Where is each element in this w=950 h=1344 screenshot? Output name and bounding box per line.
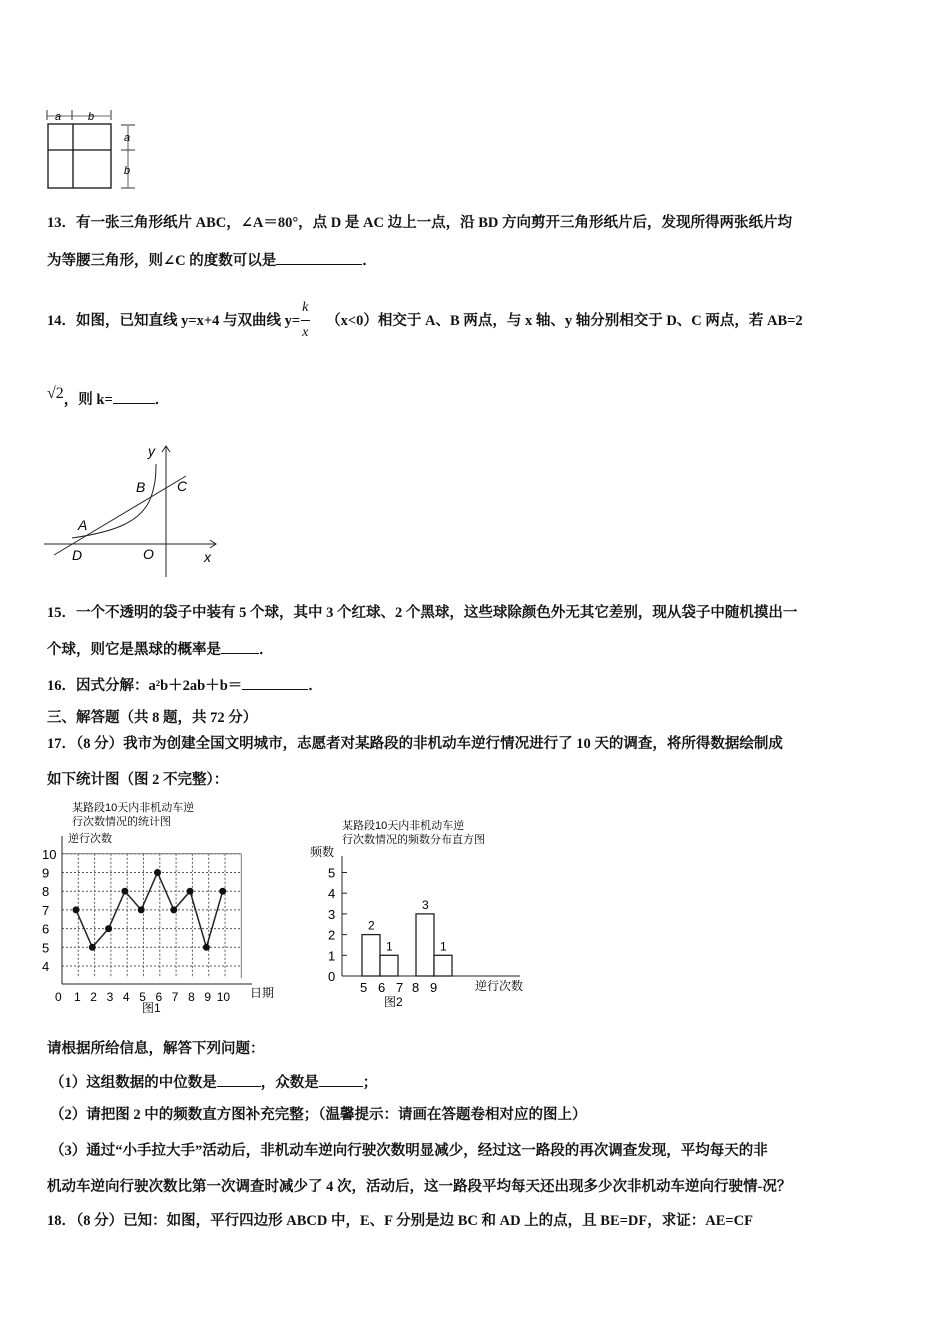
q16-answer-blank[interactable] (242, 677, 308, 690)
q14-post: （x<0）相交于 A、B 两点，与 x 轴、y 轴分别相交于 D、C 两点，若 AB=2 (326, 313, 803, 329)
q16-text: 16．因式分解：a²b＋2ab＋b＝ (47, 678, 243, 694)
q14-text: ，则 k= (63, 392, 113, 408)
data-point (219, 888, 226, 895)
data-point (121, 888, 128, 895)
sqrt-two: √2 (47, 385, 64, 402)
y-tick-label: 0 (328, 969, 336, 984)
x-tick-label: 5 (360, 980, 368, 995)
histogram-bar (416, 914, 434, 976)
label-b: B (136, 479, 146, 495)
data-point (203, 944, 210, 951)
q15-text: 个球，则它是黑球的概率是 (47, 642, 221, 658)
x-tick-label: 7 (171, 990, 179, 1004)
chart1-title-line2: 行次数情况的统计图 (72, 816, 171, 828)
x-tick-label: 6 (378, 980, 386, 995)
p1-text: （1）这组数据的中位数是 (50, 1075, 217, 1091)
fraction-numerator: k (302, 300, 309, 315)
chart1-caption: 图1 (142, 1001, 161, 1015)
q13-line1: 13．有一张三角形纸片 ABC，∠A＝80°，点 D 是 AC 边上一点，沿 BD 方向剪开三角形纸片后，发现所得两张纸片均 (47, 215, 792, 231)
histogram-fig2 (300, 798, 545, 1020)
y-tick-label: 5 (328, 865, 336, 881)
chart2-title-line2: 行次数情况的频数分布直方图 (342, 834, 485, 846)
q15-line2 (47, 638, 274, 659)
x-tick-label: 8 (188, 990, 195, 1004)
q17-part3-line2: 机动车逆向行驶次数比第一次调查时减少了 4 次，活动后，这一路段平均每天还出现多少次非机动车逆向行驶情-况？ (47, 1179, 792, 1195)
label-o: O (143, 546, 154, 562)
x-tick-label: 0 (55, 990, 62, 1004)
q17-part3-line1: （3）通过“小手拉大手”活动后，非机动车逆向行驶次数明显减少，经过这一路段的再次调查发现，平均每天的非 (50, 1143, 768, 1159)
label-a: A (78, 517, 88, 533)
data-point (105, 925, 112, 932)
p1-mid: ，众数是 (260, 1075, 319, 1091)
histogram-bar (380, 955, 398, 976)
q13-text: 为等腰三角形，则∠C 的度数可以是 (47, 253, 277, 269)
y-tick-label: 10 (42, 846, 57, 862)
y-tick-label: 3 (328, 906, 336, 922)
line-chart-fig1 (40, 798, 290, 1020)
x-tick-label: 9 (430, 980, 438, 995)
q17-prompt: 请根据所给信息，解答下列问题： (47, 1041, 265, 1057)
y-tick-label: 9 (42, 865, 50, 881)
x-tick-label: 1 (74, 990, 81, 1004)
section-heading: 三、解答题（共 8 题，共 72 分） (47, 710, 258, 726)
q14-line1 (47, 300, 803, 340)
x-tick-label: 3 (106, 990, 114, 1004)
mode-blank[interactable] (319, 1074, 363, 1087)
label-c: C (177, 478, 188, 494)
chart2-ylabel: 频数 (310, 845, 335, 859)
data-point (138, 906, 145, 913)
q14-answer-blank[interactable] (113, 391, 155, 404)
x-tick-label: 9 (204, 990, 212, 1004)
q17-line1: 17．（8 分）我市为创建全国文明城市，志愿者对某路段的非机动车逆行情况进行了 10 天的调查，将所得数据绘制成 (47, 736, 783, 752)
q14-line2 (47, 385, 170, 409)
x-tick-label: 2 (90, 990, 97, 1004)
label-b-top: b (88, 111, 95, 123)
label-a-top: a (55, 111, 62, 123)
x-tick-label: 5 (139, 990, 146, 1004)
y-tick-label: 4 (42, 959, 50, 974)
x-tick-label: 6 (155, 990, 163, 1004)
q15-line1: 15．一个不透明的袋子中装有 5 个球，其中 3 个红球、2 个黑球，这些球除颜色外无其它差别，现从袋子中随机摸出一 (47, 605, 798, 621)
bar-value-label: 1 (386, 939, 393, 954)
y-tick-label: 8 (42, 884, 50, 900)
q13-answer-blank[interactable] (276, 252, 362, 265)
q14-graph (44, 442, 224, 582)
label-b-side: b (124, 165, 131, 177)
chart2-caption: 图2 (384, 995, 403, 1009)
x-tick-label: 7 (396, 980, 404, 995)
q17-part2: （2）请把图 2 中的频数直方图补充完整；（温馨提示：请画在答题卷相对应的图上） (50, 1107, 587, 1123)
bar-value-label: 2 (368, 918, 375, 933)
chart1-ylabel: 逆行次数 (68, 833, 112, 845)
x-tick-label: 4 (122, 990, 130, 1004)
histogram-bar (362, 935, 380, 976)
label-y: y (148, 443, 155, 459)
chart1-xlabel: 日期 (250, 986, 275, 1000)
q16-line (47, 674, 323, 695)
histogram-bar (434, 955, 452, 976)
x-tick-label: 8 (412, 980, 420, 995)
data-point (89, 944, 96, 951)
y-tick-label: 7 (42, 902, 50, 918)
x-tick-label: 10 (216, 990, 231, 1004)
q16-end: ． (308, 678, 323, 694)
q14-pre: 14．如图，已知直线 y=x+4 与双曲线 y= (47, 313, 301, 329)
y-tick-label: 6 (42, 921, 50, 937)
q15-answer-blank[interactable] (221, 641, 259, 654)
bar-value-label: 1 (440, 939, 447, 954)
label-x: x (204, 549, 211, 565)
q17-line2: 如下统计图（图 2 不完整）： (47, 772, 229, 788)
chart2-title-line1: 某路段10天内非机动车逆 (342, 820, 465, 832)
y-tick-label: 2 (328, 927, 336, 943)
data-point (170, 906, 177, 913)
bar-value-label: 3 (422, 897, 429, 912)
y-tick-label: 5 (42, 940, 50, 956)
data-point (187, 888, 194, 895)
y-tick-label: 4 (328, 886, 336, 902)
chart1-title-line1: 某路段10天内非机动车逆 (72, 802, 195, 814)
q13-end: ． (362, 253, 377, 269)
q14-end: ． (154, 392, 170, 408)
fraction-denominator: x (302, 325, 309, 340)
q15-end: ． (259, 642, 274, 658)
data-point (154, 869, 161, 876)
q13-line2 (47, 249, 377, 270)
q17-part1 (50, 1071, 377, 1092)
median-blank[interactable] (217, 1074, 261, 1087)
chart2-xlabel: 逆行次数 (475, 979, 524, 993)
data-point (73, 906, 80, 913)
label-a-side: a (124, 132, 131, 144)
p1-end: ； (362, 1075, 378, 1091)
q18-line1: 18．（8 分）已知：如图，平行四边形 ABCD 中，E、F 分别是边 BC 和 AD 上的点，且 BE=DF，求证：AE=CF (47, 1213, 753, 1229)
label-d: D (72, 547, 83, 563)
y-tick-label: 1 (328, 948, 336, 964)
square-figure (44, 104, 139, 194)
